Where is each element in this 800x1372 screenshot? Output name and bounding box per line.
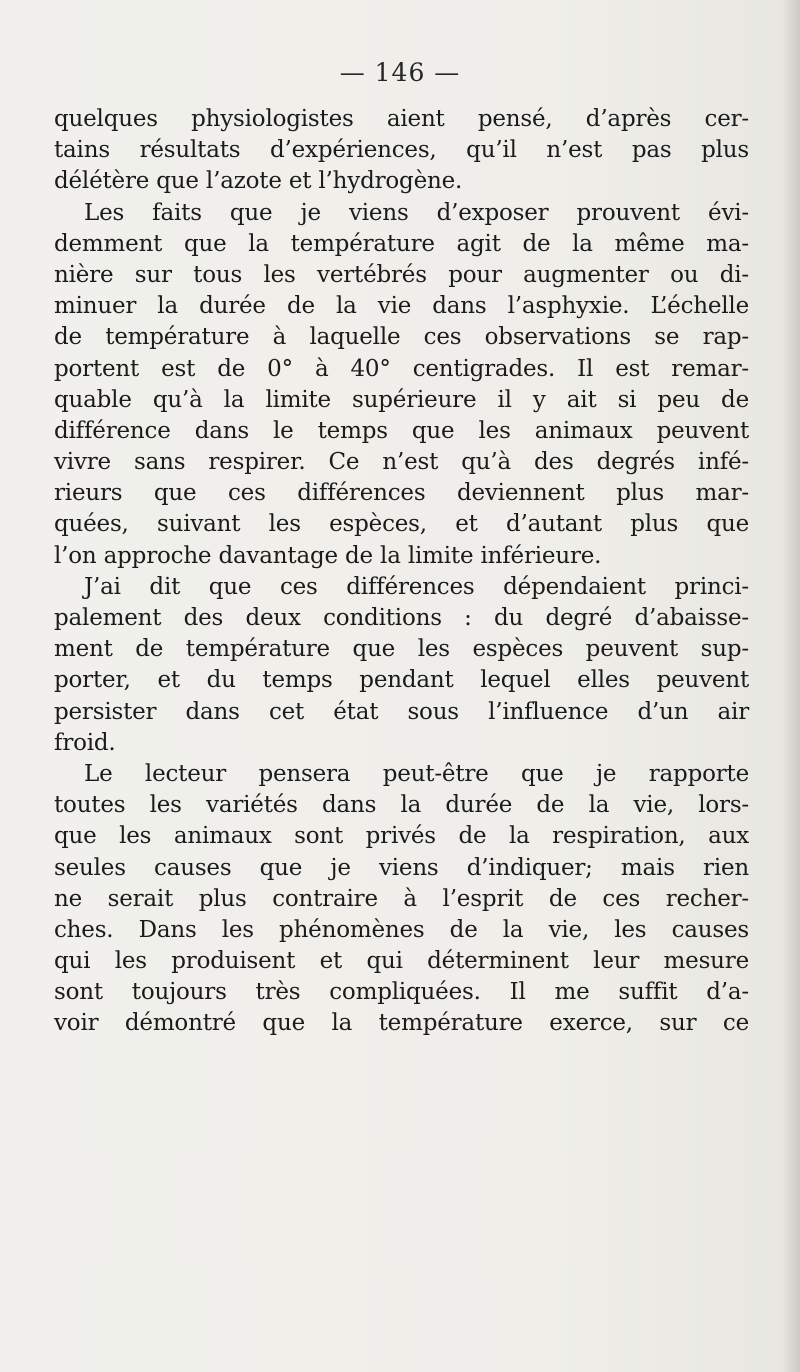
text-line: minuer la durée de la vie dans l’asphyxie. L’échelle [54, 293, 749, 320]
text-line: voir démontré que la température exerce, sur ce [54, 1010, 749, 1037]
text-line: ches. Dans les phénomènes de la vie, les causes [54, 916, 749, 943]
text-line: ment de température que les espèces peuvent sup- [54, 636, 749, 663]
text-line: palement des deux conditions : du degré d’abaisse- [54, 605, 749, 631]
text-line: froid. [54, 729, 116, 756]
text-line: que les animaux sont privés de la respiration, aux [54, 823, 749, 850]
text-line: rieurs que ces différences deviennent plus mar- [54, 480, 749, 507]
text-line: porter, et du temps pendant lequel elles peuvent [54, 667, 749, 694]
text-line: nière sur tous les vertébrés pour augmenter ou di- [54, 261, 749, 288]
text-line: ne serait plus contraire à l’esprit de ces recher- [54, 885, 749, 912]
text-line: vivre sans respirer. Ce n’est qu’à des degrés infé- [54, 449, 749, 476]
body-text [54, 104, 749, 1040]
text-line: persister dans cet état sous l’influence d’un air [54, 698, 749, 725]
text-line: toutes les variétés dans la durée de la vie, lors- [54, 792, 749, 819]
text-line: qui les produisent et qui déterminent leur mesure [54, 948, 749, 975]
text-line: quées, suivant les espèces, et d’autant plus que [54, 511, 749, 538]
text-line: quable qu’à la limite supérieure il y ait si peu de [54, 386, 749, 413]
page-number: — 146 — [339, 58, 461, 87]
text-line: Le lecteur pensera peut-être que je rapporte [84, 760, 749, 787]
text-line: l’on approche davantage de la limite inférieure. [54, 542, 602, 569]
text-line: seules causes que je viens d’indiquer; mais rien [54, 854, 749, 881]
text-line: différence dans le temps que les animaux peuvent [54, 417, 749, 444]
text-line: portent est de 0° à 40° centigrades. Il est remar- [54, 355, 749, 382]
text-line: délétère que l’azote et l’hydrogène. [54, 168, 463, 195]
text-line: demment que la température agit de la même ma- [54, 230, 749, 257]
text-line: de température à laquelle ces observations se rap- [54, 324, 749, 351]
text-line: sont toujours très compliquées. Il me suffit d’a- [54, 979, 749, 1006]
page-edge-shadow [782, 0, 800, 1372]
text-line: tains résultats d’expériences, qu’il n’est pas plus [54, 137, 749, 164]
text-line: quelques physiologistes aient pensé, d’après cer- [54, 106, 749, 132]
text-line: Les faits que je viens d’exposer prouvent évi- [84, 199, 749, 226]
text-line: J’ai dit que ces différences dépendaient princi- [84, 573, 749, 600]
